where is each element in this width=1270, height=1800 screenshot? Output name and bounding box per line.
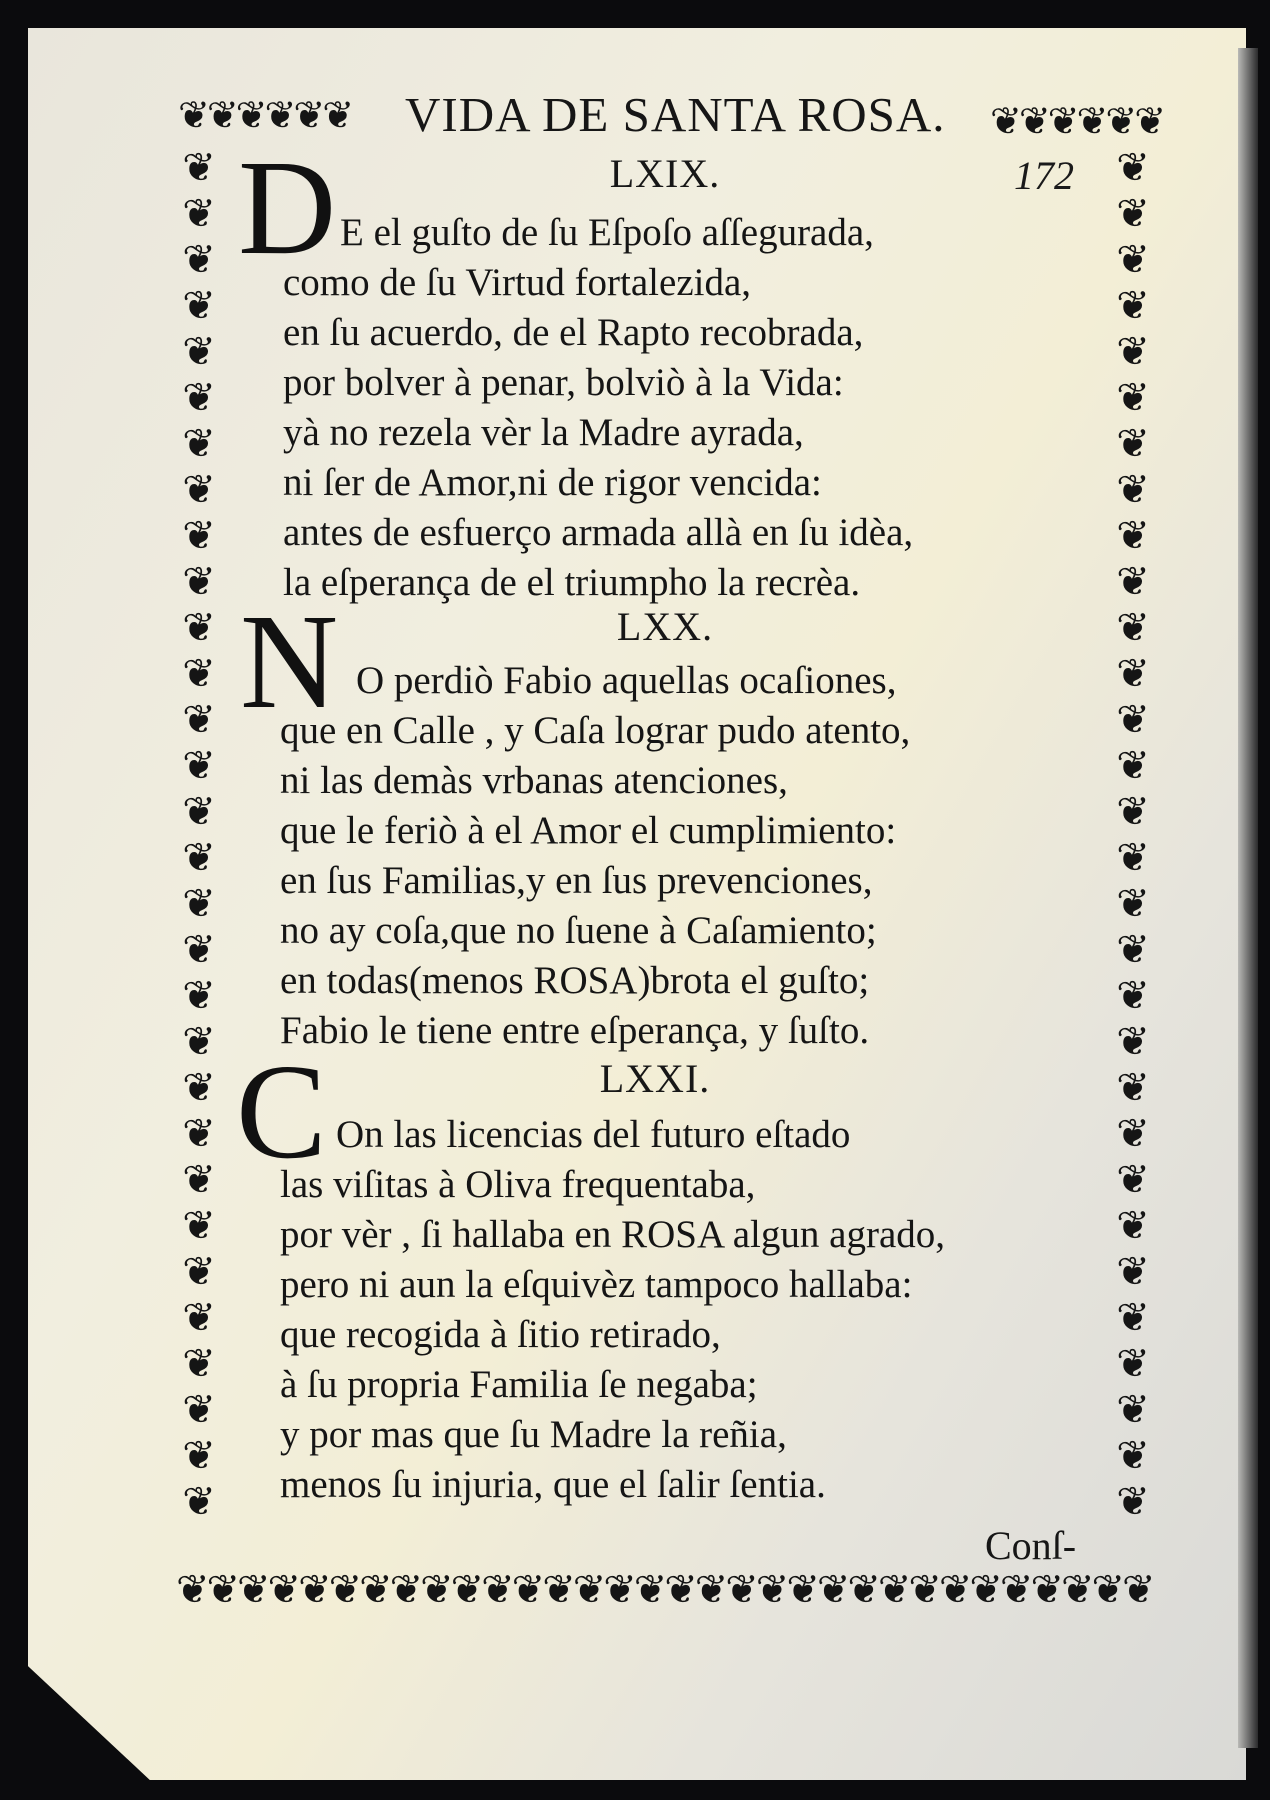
verse-lines xyxy=(356,656,896,706)
ornament-border-right: ❦❦❦❦❦❦❦❦❦❦❦❦❦❦❦❦❦❦❦❦❦❦❦❦❦❦❦❦❦❦ xyxy=(1116,145,1150,1525)
verse-line: On las licencias del futuro eſtado xyxy=(336,1113,851,1156)
drop-capital: N xyxy=(240,587,339,737)
verse-lines xyxy=(336,1110,850,1160)
verse-line: y por mas que ſu Madre la reñia, xyxy=(280,1413,787,1456)
verse-lines xyxy=(280,1160,945,1510)
verse-line: ni las demàs vrbanas atenciones, xyxy=(280,759,788,802)
verse-lines xyxy=(340,208,874,258)
verse-line: como de ſu Virtud fortalezida, xyxy=(283,261,752,304)
drop-capital: D xyxy=(238,133,337,283)
verse-line: la eſperança de el triumpho la recrèa. xyxy=(283,561,861,604)
verse-line: Fabio le tiene entre eſperança, y ſuſto. xyxy=(280,1009,870,1052)
verse-line: à ſu propria Familia ſe negaba; xyxy=(280,1363,758,1406)
verse-line: no ay coſa,que no ſuene à Caſamiento; xyxy=(280,909,877,952)
verse-line: ni ſer de Amor,ni de rigor vencida: xyxy=(283,461,822,504)
stanza-numeral: LXXI. xyxy=(599,1056,711,1101)
ornament-border-left: ❦❦❦❦❦❦❦❦❦❦❦❦❦❦❦❦❦❦❦❦❦❦❦❦❦❦❦❦❦❦ xyxy=(182,145,216,1525)
verse-line: yà no rezela vèr la Madre ayrada, xyxy=(283,411,804,454)
drop-capital: C xyxy=(236,1037,327,1187)
verse-line: menos ſu injuria, que el ſalir ſentia. xyxy=(280,1463,826,1506)
catchword: Conſ- xyxy=(985,1523,1077,1568)
page-edge xyxy=(1238,48,1258,1748)
ornament-border-bottom: ❦❦❦❦❦❦❦❦❦❦❦❦❦❦❦❦❦❦❦❦❦❦❦❦❦❦❦❦❦❦❦❦ xyxy=(176,1567,1153,1613)
verse-line: por vèr , ſi hallaba en ROSA algun agrado, xyxy=(280,1213,945,1256)
verse-line: en ſus Familias,y en ſus prevenciones, xyxy=(280,859,873,902)
verse-line: en ſu acuerdo, de el Rapto recobrada, xyxy=(283,311,864,354)
stanza-numeral: LXIX. xyxy=(609,151,721,196)
ornament-border-top-left: ❦❦❦❦❦❦ xyxy=(178,93,352,137)
verse-line: en todas(menos ROSA)brota el guſto; xyxy=(280,959,870,1002)
page-number: 172 xyxy=(1014,153,1074,198)
ornament-border-top-right: ❦❦❦❦❦❦ xyxy=(990,99,1164,143)
stanza-numeral: LXX. xyxy=(616,604,714,649)
verse-lines xyxy=(283,258,913,608)
verse-line: que recogida à ſitio retirado, xyxy=(280,1313,721,1356)
verse-line: E el guſto de ſu Eſpoſo aſſegurada, xyxy=(340,211,874,254)
verse-line: las viſitas à Oliva frequentaba, xyxy=(280,1163,756,1206)
verse-line: antes de esfuerço armada allà en ſu idèa, xyxy=(283,511,914,554)
verse-line: que en Calle , y Caſa lograr pudo atento, xyxy=(280,709,911,752)
verse-line: O perdiò Fabio aquellas ocaſiones, xyxy=(356,659,897,702)
verse-line: que le feriò à el Amor el cumplimiento: xyxy=(280,809,897,852)
verse-lines xyxy=(280,706,910,1056)
verse-line: pero ni aun la eſquivèz tampoco hallaba: xyxy=(280,1263,913,1306)
verse-line: por bolver à penar, bolviò à la Vida: xyxy=(283,361,844,404)
running-head: VIDA DE SANTA ROSA. xyxy=(405,87,946,142)
